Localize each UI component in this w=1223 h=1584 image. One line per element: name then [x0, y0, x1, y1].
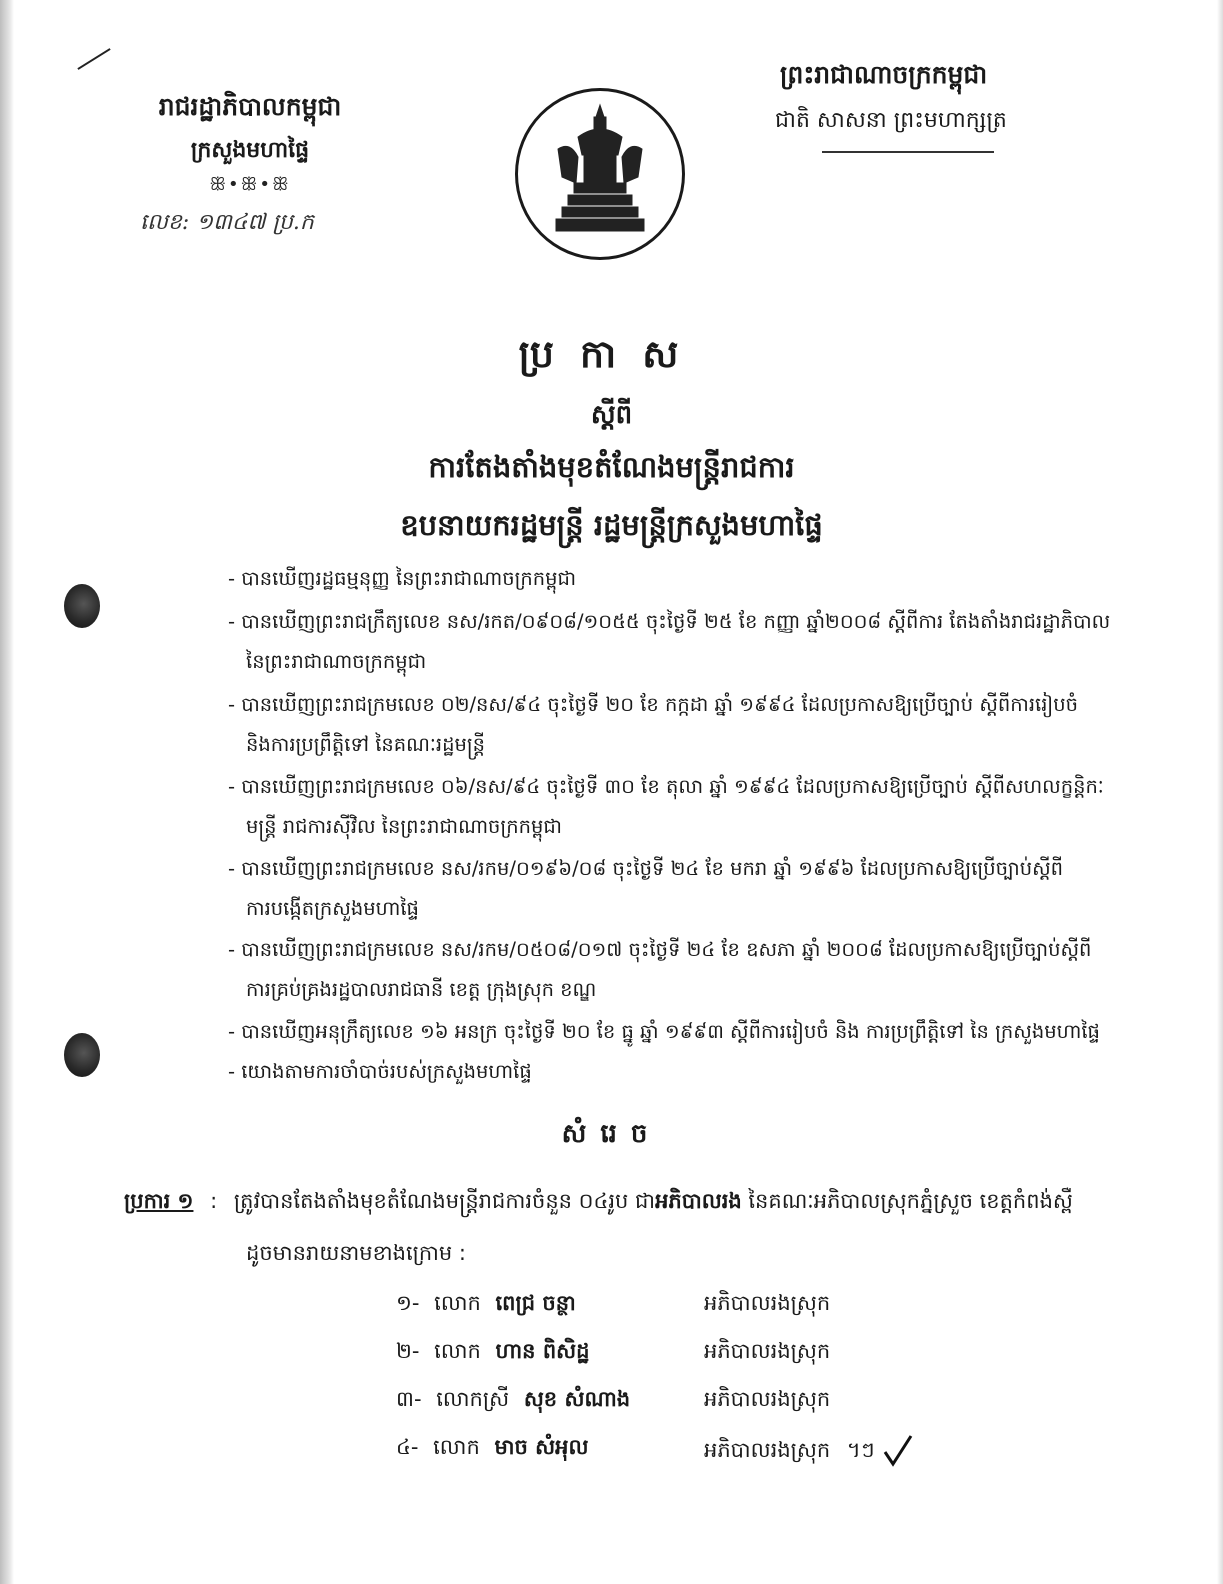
- motto-divider: [822, 151, 994, 153]
- consideration-7: - បានឃើញអនុក្រឹត្យលេខ ១៦ អនក្រ ចុះថ្ងៃទី ២០ ខែ ធ្នូ ឆ្នាំ ១៩៩៣ ស្តីពីការរៀបចំ និង ការប្រព្រឹត្តិទៅ នៃ ក្រសួងមហាផ្ទៃ: [228, 1020, 1100, 1043]
- appointee-number: ២-: [396, 1339, 420, 1363]
- appointee-row: [396, 1434, 588, 1465]
- check-mark-icon: [881, 1434, 915, 1468]
- article-1-line: [124, 1188, 1073, 1219]
- article-1-text-pre: ត្រូវបានតែងតាំងមុខតំណែងមន្ត្រីរាជការចំនួន ០៤រូប ជា: [233, 1189, 656, 1213]
- appointee-name: មាច សំអុល: [494, 1435, 589, 1459]
- appointee-name: ហាន ពិសិដ្ឋ: [495, 1339, 590, 1363]
- consideration-8: - យោងតាមការចាំបាច់របស់ក្រសួងមហាផ្ទៃ: [228, 1060, 532, 1083]
- issuer-title: ឧបនាយករដ្ឋមន្ត្រី រដ្ឋមន្ត្រីក្រសួងមហាផ្ទៃ: [400, 508, 823, 542]
- appointee-position: [704, 1434, 915, 1468]
- header-ornament: ꕥ•ꕥ•ꕥ: [209, 174, 291, 195]
- appointee-honorific: លោក: [433, 1435, 480, 1459]
- appointee-row: [396, 1386, 630, 1417]
- article-1-line-2: ដូចមានរាយនាមខាងក្រោម :: [246, 1241, 466, 1265]
- reference-number: លេខ: ១៣៤៧ ប្រ.ក: [140, 210, 314, 235]
- article-1-label: ប្រការ ១: [124, 1189, 194, 1213]
- margin-mark: ។ៗ: [846, 1438, 875, 1462]
- appointee-row: [396, 1338, 589, 1369]
- appointee-position: អភិបាលរងស្រុក: [704, 1291, 831, 1315]
- appointee-position: អភិបាលរងស្រុក: [704, 1339, 831, 1363]
- consideration-3: - បានឃើញព្រះរាជក្រមលេខ ០២/នស/៩៤ ចុះថ្ងៃទី ២០ ខែ កក្កដា ឆ្នាំ ១៩៩៤ ដែលប្រកាសឱ្យប្រើច្បាប់ ស្តីពីការរៀបចំ: [228, 693, 1078, 716]
- consideration-2-cont: នៃព្រះរាជាណាចក្រកម្ពុជា: [246, 650, 427, 673]
- consideration-1: - បានឃើញរដ្ឋធម្មនុញ្ញ នៃព្រះរាជាណាចក្រកម្ពុជា: [228, 567, 577, 590]
- ministry-name: ក្រសួងមហាផ្ទៃ: [190, 138, 310, 163]
- government-name: រាជរដ្ឋាភិបាលកម្ពុជា: [158, 92, 342, 121]
- document-title: ប្រកាស: [518, 332, 705, 376]
- appointee-number: ៤-: [396, 1435, 419, 1459]
- consideration-6-cont: ការគ្រប់គ្រងរដ្ឋបាលរាជធានី ខេត្ត ក្រុងស្រុក ខណ្ឌ: [246, 978, 597, 1001]
- appointee-number: ៣-: [396, 1387, 422, 1411]
- consideration-4: - បានឃើញព្រះរាជក្រមលេខ ០៦/នស/៩៤ ចុះថ្ងៃទី ៣០ ខែ តុលា ឆ្នាំ ១៩៩៤ ដែលប្រកាសឱ្យប្រើច្បាប់ ស្តីពីសហលក្ខន្តិកៈ: [228, 775, 1104, 798]
- article-1-text-bold: អភិបាលរង: [655, 1189, 742, 1213]
- consideration-2: - បានឃើញព្រះរាជក្រឹត្យលេខ នស/រកត/០៩០៨/១០៥៥ ចុះថ្ងៃទី ២៥ ខែ កញ្ញា ឆ្នាំ២០០៨ ស្តីពីការ តែងតាំងរាជរដ្ឋាភិបាល: [228, 610, 1111, 633]
- appointee-row: [396, 1290, 576, 1321]
- document-subject: ការតែងតាំងមុខតំណែងមន្ត្រីរាជការ: [428, 450, 795, 484]
- article-1-colon: :: [210, 1189, 218, 1213]
- appointee-position: អភិបាលរងស្រុក: [704, 1387, 831, 1411]
- pen-stroke-mark: [77, 48, 110, 70]
- appointee-name: សុខ សំណាង: [523, 1387, 631, 1411]
- royal-seal-emblem: [515, 88, 685, 260]
- appointee-honorific: លោកស្រី: [436, 1387, 510, 1411]
- consideration-5-cont: ការបង្កើតក្រសួងមហាផ្ទៃ: [246, 897, 419, 920]
- consideration-3-cont: និងការប្រព្រឹត្តិទៅ នៃគណៈរដ្ឋមន្ត្រី: [246, 733, 486, 756]
- appointee-honorific: លោក: [434, 1339, 481, 1363]
- national-motto: ជាតិ សាសនា ព្រះមហាក្សត្រ: [775, 108, 1007, 133]
- appointee-name: ពេជ្រ ចន្ថា: [495, 1291, 576, 1315]
- consideration-4-cont: មន្ត្រី រាជការស៊ីវិល នៃព្រះរាជាណាចក្រកម្ពុជា: [246, 815, 562, 838]
- consideration-6: - បានឃើញព្រះរាជក្រមលេខ នស/រកម/០៥០៨/០១៧ ចុះថ្ងៃទី ២៤ ខែ ឧសភា ឆ្នាំ ២០០៨ ដែលប្រកាសឱ្យប្រើច្បាប់ស្តីពី: [228, 938, 1092, 961]
- appointee-honorific: លោក: [434, 1291, 481, 1315]
- document-subtitle: ស្តីពី: [590, 400, 633, 430]
- consideration-5: - បានឃើញព្រះរាជក្រមលេខ នស/រកម/០១៩៦/០៨ ចុះថ្ងៃទី ២៤ ខែ មករា ឆ្នាំ ១៩៩៦ ដែលប្រកាសឱ្យប្រើច្បាប់ស្តីពី: [228, 857, 1064, 880]
- kingdom-name: ព្រះរាជាណាចក្រកម្ពុជា: [780, 60, 988, 89]
- punch-hole-lower: [64, 1033, 100, 1077]
- punch-hole-upper: [64, 584, 100, 628]
- decision-heading: សំរេច: [561, 1119, 662, 1149]
- scan-left-edge: [0, 0, 14, 1584]
- article-1-text-post: នៃគណៈអភិបាលស្រុកភ្នំស្រួច ខេត្តកំពង់ស្ពឺ: [741, 1189, 1073, 1213]
- scan-right-edge: [1217, 0, 1223, 1584]
- appointee-position-text: អភិបាលរងស្រុក: [704, 1438, 831, 1462]
- appointee-number: ១-: [396, 1291, 420, 1315]
